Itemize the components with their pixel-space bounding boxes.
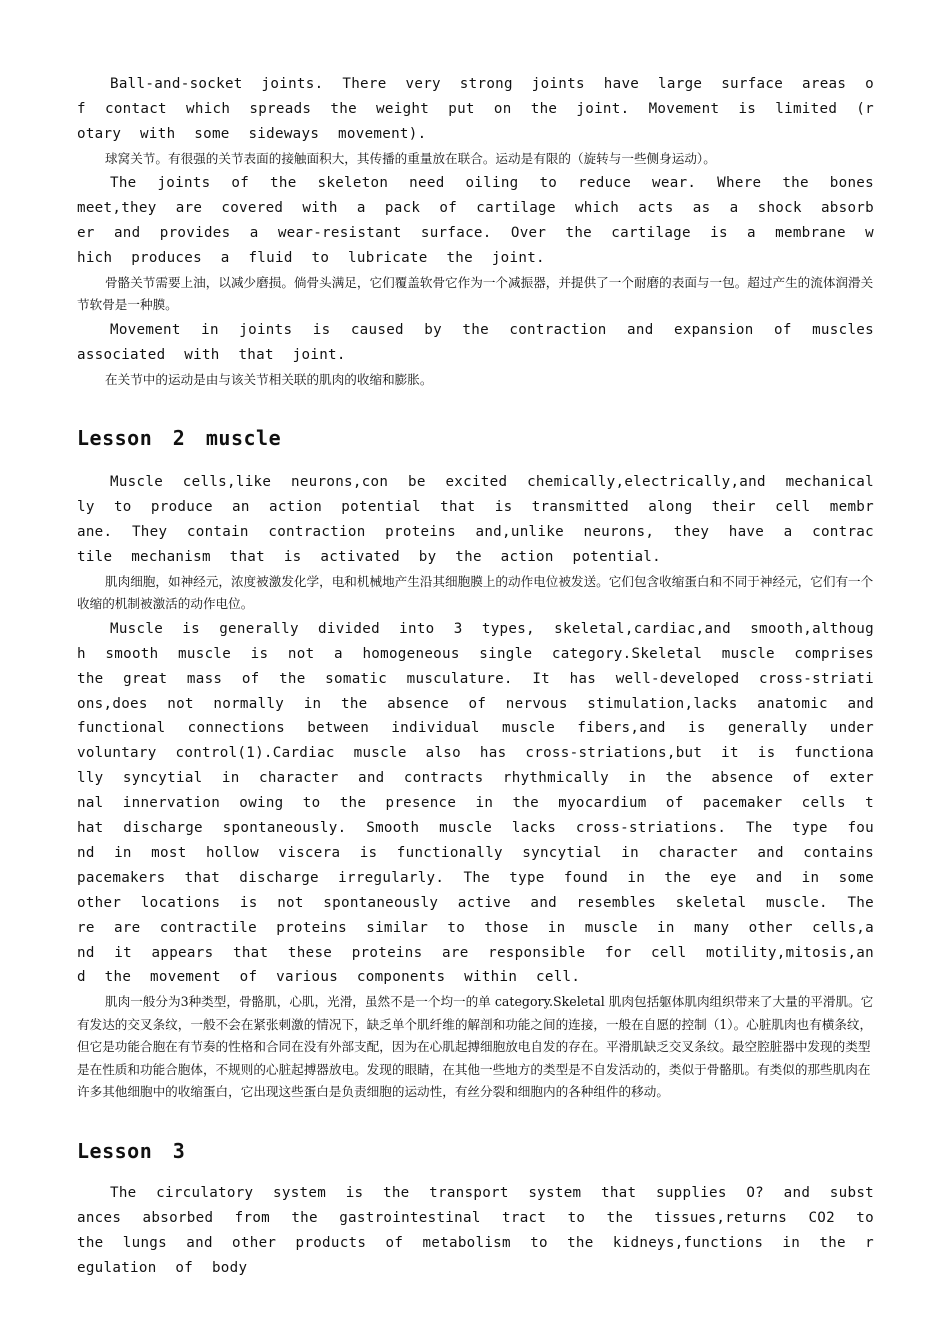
paragraph-en: Muscle cells,like neurons,con be excited chemically,electrically,and mechanically to produce an action potential that is transmitted along their cell membrane. They contain contraction proteins and,unlike neurons, they have a contractile mechanism that is activated by the action potential. bbox=[77, 474, 874, 565]
paragraph-en: The joints of the skeleton need oiling to reduce wear. Where the bones meet,they are covered with a pack of cartilage which acts as a shock absorber and provides a wear-resistant surface. Over the cartilage is a membrane which produces a fluid to lubricate the joint. bbox=[77, 175, 874, 266]
paragraph-zh: 球窝关节。有很强的关节表面的接触面积大，其传播的重量放在联合。运动是有限的（旋转与一些侧身运动）。 bbox=[105, 150, 716, 166]
paragraph-en: Muscle is generally divided into 3 types, skeletal,cardiac,and smooth,although smooth muscle is not a homogeneous single category.Skeletal muscle comprises the great mass of the somatic musculature. It has well-developed cross-striations,does not normally in the absence of nervous stimulation,lacks anatomic and functional connections between individual muscle fibers,and is generally under voluntary control(1).Cardiac muscle also has cross-striations,but it is functionally syncytial in character and contracts rhythmically in the absence of external innervation owing to the presence in the myocardium of pacemaker cells that discharge spontaneously. Smooth muscle lacks cross-striations. The type found in most hollow viscera is functionally syncytial in character and contains pacemakers that discharge irregularly. The type found in the eye and in some other locations is not spontaneously active and resembles skeletal muscle. There are contractile proteins similar to those in muscle in many other cells,and it appears that these proteins are responsible for cell motility,mitosis,and the movement of various components within cell. bbox=[77, 620, 874, 986]
paragraph-en: Ball-and-socket joints. There very strong joints have large surface areas of contact which spreads the weight put on the joint. Movement is limited (rotary with some sideways movement). bbox=[77, 76, 874, 142]
paragraph-zh: 肌肉一般分为3种类型，骨骼肌，心肌，光滑，虽然不是一个均一的单 category.Skeletal 肌肉包括躯体肌肉组织带来了大量的平滑肌。它有发达的交叉条纹，一般不会在紧张刺激的情况下，缺乏单个肌纤维的解剖和功能之间的连接，一般在自愿的控制（1）。心脏肌肉也有横条纹，但它是功能合胞在有节奏的性格和合同在没有外部支配，因为在心肌起搏细胞放电自发的存在。平滑肌缺乏交叉条纹。最空腔脏器中发现的类型是在性质和功能合胞体，不规则的心脏起搏器放电。发现的眼睛，在其他一些地方的类型是不自发活动的，类似于骨骼肌。有类似的那些肌肉在许多其他细胞中的收缩蛋白，它出现这些蛋白是负责细胞的运动性，有丝分裂和细胞内的各种组件的移动。 bbox=[77, 994, 874, 1100]
paragraph-en: Movement in joints is caused by the contraction and expansion of muscles associated with that joint. bbox=[77, 321, 874, 363]
paragraph-zh: 在关节中的运动是由与该关节相关联的肌肉的收缩和膨胀。 bbox=[105, 371, 433, 387]
paragraph-zh: 肌肉细胞，如神经元，浓度被激发化学，电和机械地产生沿其细胞膜上的动作电位被发送。它们包含收缩蛋白和不同于神经元，它们有一个收缩的机制被激活的动作电位。 bbox=[77, 573, 874, 612]
lesson-heading: Lesson 2 muscle bbox=[77, 426, 282, 451]
document-page bbox=[77, 72, 874, 1281]
lesson-heading: Lesson 3 bbox=[77, 1138, 186, 1163]
paragraph-en: The circulatory system is the transport system that supplies O? and substances absorbed from the gastrointestinal tract to the tissues,returns CO2 to the lungs and other products of metabolism to the kidneys,functions in the regulation of body bbox=[77, 1184, 874, 1276]
paragraph-zh: 骨骼关节需要上油，以减少磨损。倘骨头满足，它们覆盖软骨它作为一个减振器，并提供了一个耐磨的表面与一包。超过产生的流体润滑关节软骨是一种膜。 bbox=[77, 274, 874, 313]
